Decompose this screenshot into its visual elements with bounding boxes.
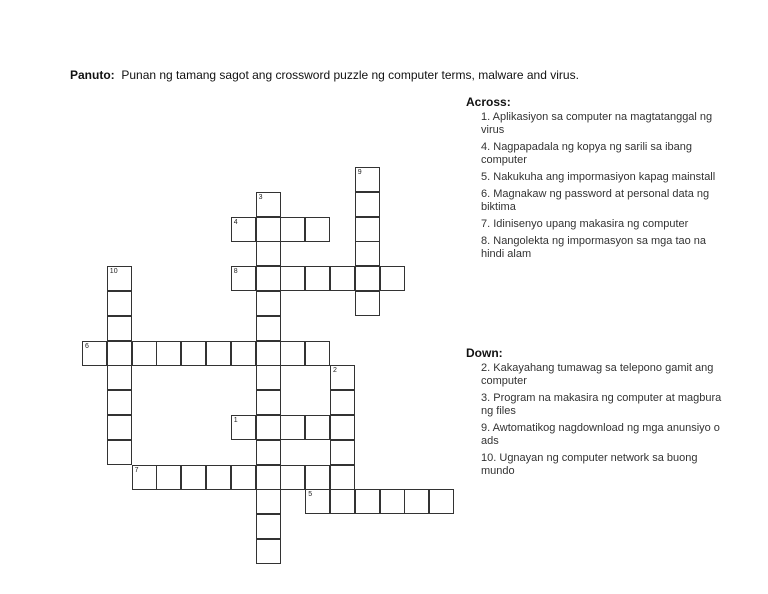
clue-number: 1 .: [481, 111, 493, 123]
cell-clue-number: 3: [258, 193, 263, 201]
clue-number: 6 .: [481, 188, 493, 200]
across-clue-4: [481, 141, 726, 167]
crossword-cell[interactable]: [256, 266, 281, 291]
crossword-cell[interactable]: [330, 266, 355, 291]
crossword-cell[interactable]: [380, 266, 405, 291]
clue-text: Idinisenyo upang makasira ng computer: [493, 218, 689, 230]
crossword-cell[interactable]: [231, 341, 256, 366]
crossword-cell[interactable]: [404, 489, 429, 514]
across-heading: Across:: [466, 95, 511, 109]
crossword-cell[interactable]: [305, 266, 330, 291]
clue-text: Awtomatikog nagdownload ng mga anunsiyo o ads: [481, 422, 720, 447]
clue-text: Aplikasiyon sa computer na magtatanggal ng virus: [481, 111, 713, 136]
crossword-cell[interactable]: [156, 341, 181, 366]
clue-number: 7 .: [481, 218, 493, 230]
crossword-cell[interactable]: [181, 341, 206, 366]
crossword-cell[interactable]: [256, 341, 281, 366]
crossword-cell[interactable]: [305, 341, 330, 366]
crossword-cell[interactable]: [280, 266, 305, 291]
crossword-cell[interactable]: [305, 465, 330, 490]
crossword-cell[interactable]: [280, 217, 305, 242]
crossword-cell[interactable]: [280, 465, 305, 490]
crossword-cell[interactable]: [256, 415, 281, 440]
crossword-cell[interactable]: [107, 291, 132, 316]
clue-number: 2 .: [481, 362, 493, 374]
across-clue-7: [481, 218, 726, 231]
crossword-cell[interactable]: [355, 489, 380, 514]
crossword-cell[interactable]: [256, 241, 281, 266]
cell-clue-number: 2: [333, 367, 337, 375]
crossword-cell[interactable]: [231, 266, 256, 291]
clue-text: Ugnayan ng computer network sa buong mundo: [481, 452, 698, 477]
crossword-cell[interactable]: [181, 465, 206, 490]
instruction-label: Panuto:: [70, 68, 115, 82]
cell-clue-number: 1: [233, 417, 238, 424]
crossword-cell[interactable]: [256, 316, 281, 341]
crossword-cell[interactable]: [231, 465, 256, 490]
across-clue-6: [481, 188, 726, 214]
crossword-cell[interactable]: [256, 440, 281, 465]
crossword-cell[interactable]: [231, 217, 256, 242]
crossword-cell[interactable]: [256, 390, 281, 415]
down-clue-2: [481, 362, 726, 388]
instruction-text: Punan ng tamang sagot ang crossword puzzle ng computer terms, malware and virus.: [121, 68, 579, 82]
crossword-cell[interactable]: [355, 291, 380, 316]
crossword-cell[interactable]: [305, 489, 330, 514]
crossword-cell[interactable]: [330, 365, 355, 390]
down-clue-9: [481, 422, 726, 448]
clue-text: Program na makasira ng computer at magbura ng files: [481, 392, 722, 417]
down-clues: [466, 346, 726, 482]
crossword-cell[interactable]: [380, 489, 405, 514]
crossword-cell[interactable]: [305, 217, 330, 242]
crossword-cell[interactable]: [231, 415, 256, 440]
cell-clue-number: 6: [85, 342, 89, 350]
clue-text: Kakayahang tumawag sa telepono gamit ang computer: [481, 362, 714, 387]
clue-text: Nangolekta ng impormasyon sa mga tao na hindi alam: [481, 235, 707, 260]
crossword-cell[interactable]: [330, 415, 355, 440]
crossword-cell[interactable]: [280, 415, 305, 440]
crossword-cell[interactable]: [330, 489, 355, 514]
clue-text: Nagpapadala ng kopya ng sarili sa ibang computer: [481, 141, 693, 166]
crossword-cell[interactable]: [330, 390, 355, 415]
crossword-cell[interactable]: [107, 415, 132, 440]
across-clue-8: [481, 235, 726, 261]
down-heading: Down:: [466, 346, 503, 360]
down-clue-10: [481, 452, 726, 478]
crossword-cell[interactable]: [330, 465, 355, 490]
clue-number: 3 .: [481, 392, 493, 404]
crossword-cell[interactable]: [107, 365, 132, 390]
down-clue-3: [481, 392, 726, 418]
crossword-cell[interactable]: [256, 489, 281, 514]
crossword-cell[interactable]: [256, 539, 281, 564]
cell-clue-number: 5: [308, 491, 313, 499]
crossword-cell[interactable]: [107, 341, 132, 366]
clue-number: 10 .: [481, 452, 499, 464]
crossword-cell[interactable]: [256, 514, 281, 539]
crossword-cell[interactable]: [107, 316, 132, 341]
clue-number: 8 .: [481, 235, 493, 247]
crossword-cell[interactable]: [256, 217, 281, 242]
cell-clue-number: 10: [109, 268, 118, 276]
crossword-cell[interactable]: [256, 192, 281, 217]
crossword-cell[interactable]: [330, 440, 355, 465]
crossword-cell[interactable]: [355, 192, 380, 217]
crossword-cell[interactable]: [355, 266, 380, 291]
cell-clue-number: 8: [233, 268, 238, 276]
crossword-cell[interactable]: [107, 266, 132, 291]
crossword-cell[interactable]: [355, 217, 380, 242]
clue-text: Magnakaw ng password at personal data ng biktima: [481, 188, 710, 213]
crossword-cell[interactable]: [355, 241, 380, 266]
crossword-cell[interactable]: [132, 465, 157, 490]
crossword-cell[interactable]: [355, 167, 380, 192]
cell-clue-number: 7: [134, 466, 139, 474]
crossword-cell[interactable]: [256, 365, 281, 390]
crossword-cell[interactable]: [107, 390, 132, 415]
crossword-cell[interactable]: [107, 440, 132, 465]
crossword-cell[interactable]: [256, 465, 281, 490]
clue-number: 9 .: [481, 422, 493, 434]
across-clues: [466, 95, 726, 265]
across-clue-1: [481, 111, 726, 137]
across-clue-5: [481, 171, 726, 184]
cell-clue-number: 9: [357, 169, 362, 176]
crossword-cell[interactable]: [206, 341, 231, 366]
crossword-cell[interactable]: [280, 341, 305, 366]
crossword-cell[interactable]: [429, 489, 454, 514]
clue-text: Nakukuha ang impormasiyon kapag mainstall: [493, 171, 716, 183]
crossword-cell[interactable]: [256, 291, 281, 316]
crossword-cell[interactable]: [206, 465, 231, 490]
crossword-cell[interactable]: [305, 415, 330, 440]
clue-number: 5 .: [481, 171, 493, 183]
crossword-cell[interactable]: [82, 341, 107, 366]
crossword-cell[interactable]: [156, 465, 181, 490]
crossword-cell[interactable]: [132, 341, 157, 366]
clue-number: 4 .: [481, 141, 493, 153]
cell-clue-number: 4: [233, 218, 238, 226]
